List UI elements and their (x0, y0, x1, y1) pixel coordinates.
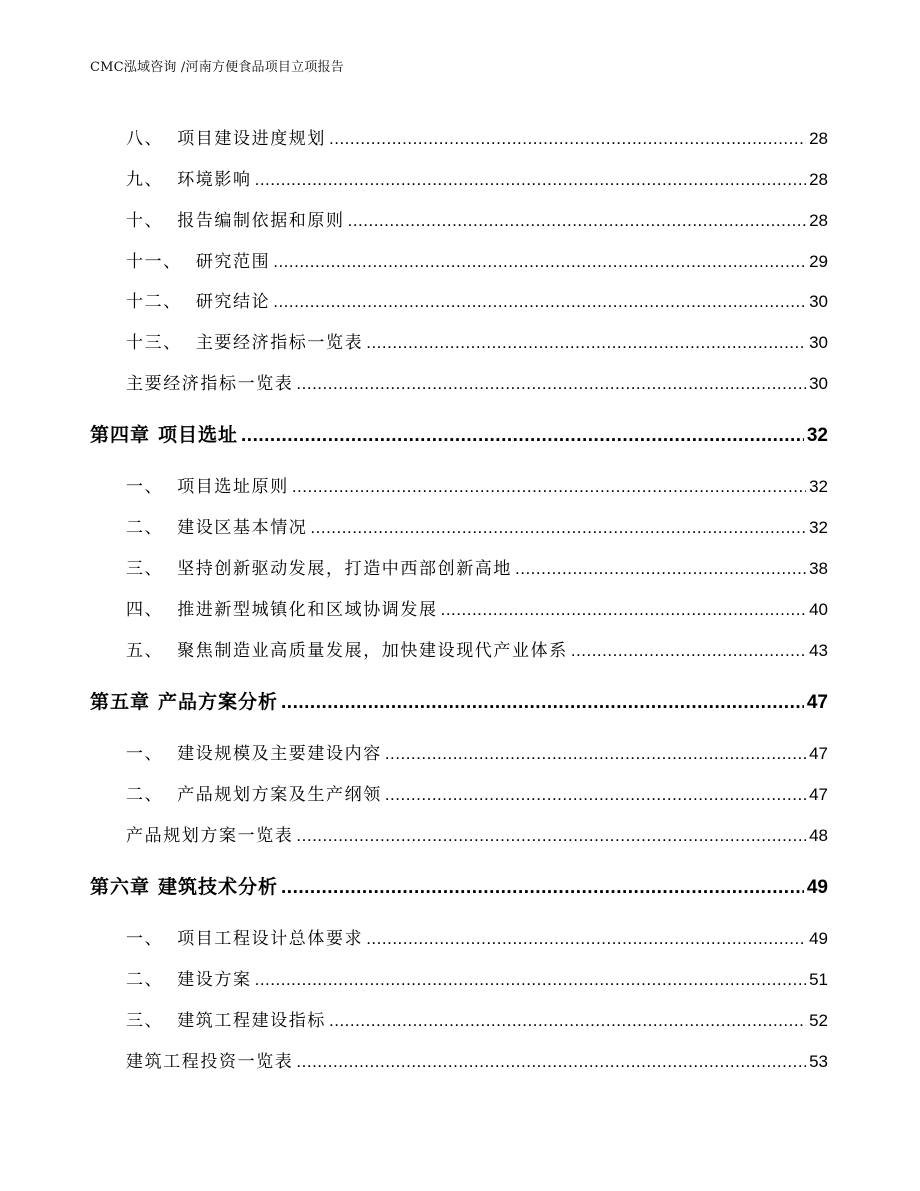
toc-entry[interactable] (126, 165, 828, 190)
dot-leader (366, 333, 806, 353)
toc-entry[interactable] (126, 739, 828, 764)
dot-leader (385, 785, 806, 805)
toc-entry[interactable] (126, 328, 828, 353)
toc-page-number: 30 (809, 333, 828, 352)
dot-leader (296, 1052, 806, 1072)
toc-page-number: 52 (809, 1011, 828, 1030)
toc-chapter[interactable] (90, 420, 828, 447)
dot-leader (273, 292, 806, 312)
toc-page-number: 49 (809, 929, 828, 948)
toc-page-number: 28 (809, 170, 828, 189)
toc-entry[interactable] (126, 595, 828, 620)
toc-entry-label: 二、 建设区基本情况 (126, 518, 308, 538)
toc-entry[interactable] (126, 369, 828, 394)
toc-entry[interactable] (126, 1047, 828, 1072)
dot-leader (281, 877, 804, 899)
dot-leader (281, 692, 804, 714)
toc-page-number: 40 (809, 600, 828, 619)
toc-page-number: 53 (809, 1052, 828, 1071)
dot-leader (571, 641, 806, 661)
toc-entry-label: 一、 项目工程设计总体要求 (126, 929, 364, 949)
dot-leader (385, 744, 806, 764)
toc-chapter[interactable] (90, 872, 828, 899)
dot-leader (515, 559, 806, 579)
dot-leader (366, 929, 806, 949)
dot-leader (241, 425, 804, 447)
toc-entry-label: 四、 推进新型城镇化和区域协调发展 (126, 600, 438, 620)
toc-entry-label: 十、 报告编制依据和原则 (126, 211, 345, 231)
dot-leader (292, 477, 806, 497)
toc-chapter-label: 第五章 产品方案分析 (90, 691, 279, 713)
toc-page-number: 32 (809, 518, 828, 537)
toc-entry[interactable] (126, 821, 828, 846)
toc-entry-label: 十二、 研究结论 (126, 292, 271, 312)
toc-entry[interactable] (126, 206, 828, 231)
toc-entry[interactable] (126, 1006, 828, 1031)
dot-leader (329, 1011, 806, 1031)
toc-page-number: 30 (809, 374, 828, 393)
toc-chapter-label: 第四章 项目选址 (90, 424, 239, 446)
toc-entry-label: 十三、 主要经济指标一览表 (126, 333, 364, 353)
toc-entry[interactable] (126, 554, 828, 579)
dot-leader (273, 252, 806, 272)
toc-page-number: 28 (809, 129, 828, 148)
toc-entry[interactable] (126, 780, 828, 805)
toc-entry[interactable] (126, 924, 828, 949)
toc-entry[interactable] (126, 247, 828, 272)
toc-entry-label: 九、 环境影响 (126, 170, 252, 190)
toc-entry[interactable] (126, 124, 828, 149)
toc-entry-label: 主要经济指标一览表 (126, 374, 294, 394)
toc-entry-label: 一、 建设规模及主要建设内容 (126, 744, 382, 764)
toc-page-number: 32 (809, 477, 828, 496)
toc-page-number: 30 (809, 292, 828, 311)
dot-leader (296, 826, 806, 846)
toc-page-number: 48 (809, 826, 828, 845)
toc-page-number: 29 (809, 252, 828, 271)
toc-entry[interactable] (126, 965, 828, 990)
toc-entry-label: 建筑工程投资一览表 (126, 1052, 294, 1072)
toc-entry[interactable] (126, 287, 828, 312)
toc-page-number: 47 (809, 744, 828, 763)
toc-page-number: 49 (806, 877, 828, 898)
toc-page-number: 51 (809, 970, 828, 989)
dot-leader (255, 170, 806, 190)
toc-entry-label: 五、 聚焦制造业高质量发展，加快建设现代产业体系 (126, 641, 568, 661)
toc-entry[interactable] (126, 636, 828, 661)
toc-entry-label: 三、 坚持创新驱动发展，打造中西部创新高地 (126, 559, 513, 579)
toc-page-number: 43 (809, 641, 828, 660)
dot-leader (348, 211, 806, 231)
dot-leader (296, 374, 806, 394)
toc-chapter[interactable] (90, 687, 828, 714)
toc-entry[interactable] (126, 513, 828, 538)
toc-entry[interactable] (126, 472, 828, 497)
toc-entry-label: 十一、 研究范围 (126, 252, 271, 272)
toc-page-number: 47 (809, 785, 828, 804)
dot-leader (310, 518, 806, 538)
dot-leader (255, 970, 806, 990)
toc-entry-label: 产品规划方案一览表 (126, 826, 294, 846)
dot-leader (329, 129, 806, 149)
toc-page-number: 38 (809, 559, 828, 578)
toc-entry-label: 二、 产品规划方案及生产纲领 (126, 785, 382, 805)
toc-page-number: 32 (806, 425, 828, 446)
toc-page-number: 47 (806, 692, 828, 713)
page-header: CMC泓域咨询 /河南方便食品项目立项报告 (90, 60, 344, 75)
toc-chapter-label: 第六章 建筑技术分析 (90, 876, 279, 898)
toc-entry-label: 二、 建设方案 (126, 970, 252, 990)
toc-entry-label: 八、 项目建设进度规划 (126, 129, 327, 149)
toc-entry-label: 一、 项目选址原则 (126, 477, 289, 497)
toc-entry-label: 三、 建筑工程建设指标 (126, 1011, 327, 1031)
dot-leader (441, 600, 806, 620)
toc-page-number: 28 (809, 211, 828, 230)
